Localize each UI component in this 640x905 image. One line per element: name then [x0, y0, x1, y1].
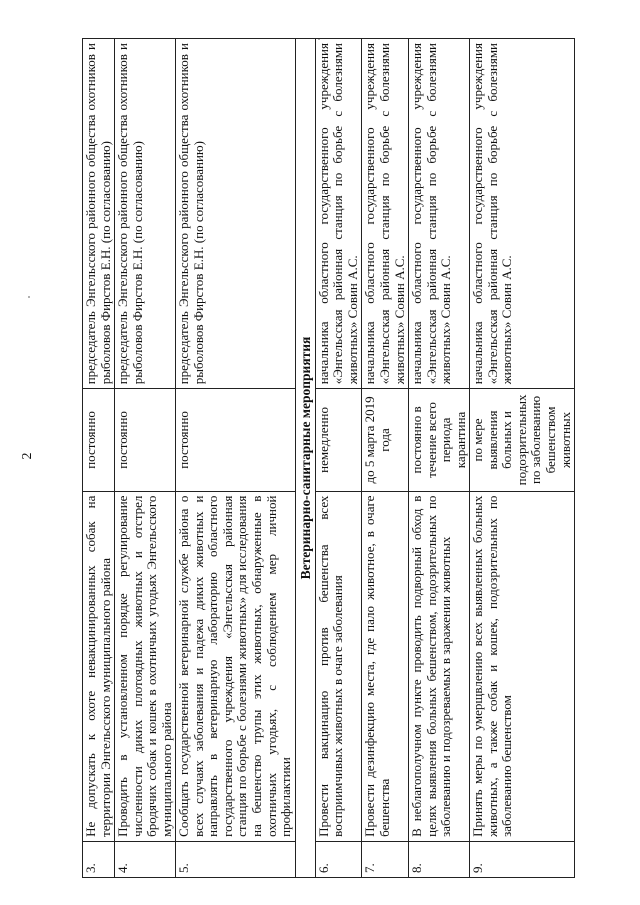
row-action: Принять меры по умерщвлению всех выявленных больных животных, а также собак и кошек, подозрительных по заболеванию бешенством	[470, 491, 575, 841]
table-row	[362, 39, 409, 878]
row-responsible: начальника областного государственного учреждения «Энгельсская районная станция по борьбе с болезнями животных» Совин А.С.	[470, 39, 575, 389]
row-term: постоянно	[83, 389, 115, 491]
row-action: Провести дезинфекцию места, где пало животное, в очаге бешенства	[362, 491, 409, 841]
table-body-bottom	[315, 39, 574, 878]
row-number: 6.	[315, 841, 362, 877]
section-header-body	[295, 39, 315, 878]
row-term: постоянно в течение всего периода карантина	[409, 389, 470, 491]
row-term: немедленно	[315, 389, 362, 491]
row-number: 4.	[115, 841, 176, 877]
measures-table-container	[82, 38, 573, 878]
row-action: Проводить в установленном порядке регулирование численности диких плотоядных животных и отстрел бродячих собак и кошек в охотничьих угодьях Энгельсского муниципального района	[115, 491, 176, 841]
table-row	[409, 39, 470, 878]
row-responsible: начальника областного государственного учреждения «Энгельсская районная станция по борьбе с болезнями животных» Совин А.С.	[362, 39, 409, 389]
row-action: Не допускать к охоте невакцинированных собак на территории Энгельсского муниципального района	[83, 491, 115, 841]
row-responsible: начальника областного государственного учреждения «Энгельсская районная станция по борьбе с болезнями животных» Совин А.С.	[409, 39, 470, 389]
row-term: постоянно	[176, 389, 295, 491]
row-number: 8.	[409, 841, 470, 877]
row-action: В неблагополучном пункте проводить подворный обход в целях выявления больных бешенством, подозрительных по заболеванию и подозреваемых в заражении животных	[409, 491, 470, 841]
row-number: 7.	[362, 841, 409, 877]
row-responsible: председатель Энгельсского районного общества охотников и рыболовов Фирстов Е.Н. (по согласованию)	[115, 39, 176, 389]
table-row	[176, 39, 295, 878]
row-responsible: председатель Энгельсского районного общества охотников и рыболовов Фирстов Е.Н. (по согласованию)	[83, 39, 115, 389]
row-term: до 5 марта 2019 года	[362, 389, 409, 491]
row-term: постоянно	[115, 389, 176, 491]
table-row	[315, 39, 362, 878]
section-title: Ветеринарно-санитарные мероприятия	[295, 39, 315, 878]
row-term: по мере выявления больных и подозрительных по заболеванию бешенством животных	[470, 389, 575, 491]
table-row	[115, 39, 176, 878]
table-row	[83, 39, 115, 878]
row-action: Сообщать государственной ветеринарной службе района о всех случаях заболевания и падежа диких животных и направлять в ветеринарную лабораторию областного государственного учреждения «Энгельсская районная станция по борьбе с болезнями животных» для исследования на бешенство трупы этих животных, обнаруженные в охотничьих угодьях, с соблюдением мер личной профилактики	[176, 491, 295, 841]
row-number: 3.	[83, 841, 115, 877]
section-row	[295, 39, 315, 878]
page-number: 2	[20, 452, 35, 460]
measures-table	[82, 38, 575, 878]
row-action: Провести вакцинацию против бешенства всех восприимчивых животных в очаге заболевания	[315, 491, 362, 841]
scan-speck	[28, 296, 30, 298]
table-body-top	[83, 39, 296, 878]
table-row	[470, 39, 575, 878]
row-responsible: начальника областного государственного учреждения «Энгельсская районная станция по борьбе с болезнями животных» Совин А.С.	[315, 39, 362, 389]
row-number: 9.	[470, 841, 575, 877]
row-responsible: председатель Энгельсского районного общества охотников и рыболовов Фирстов Е.Н. (по согласованию)	[176, 39, 295, 389]
row-number: 5.	[176, 841, 295, 877]
